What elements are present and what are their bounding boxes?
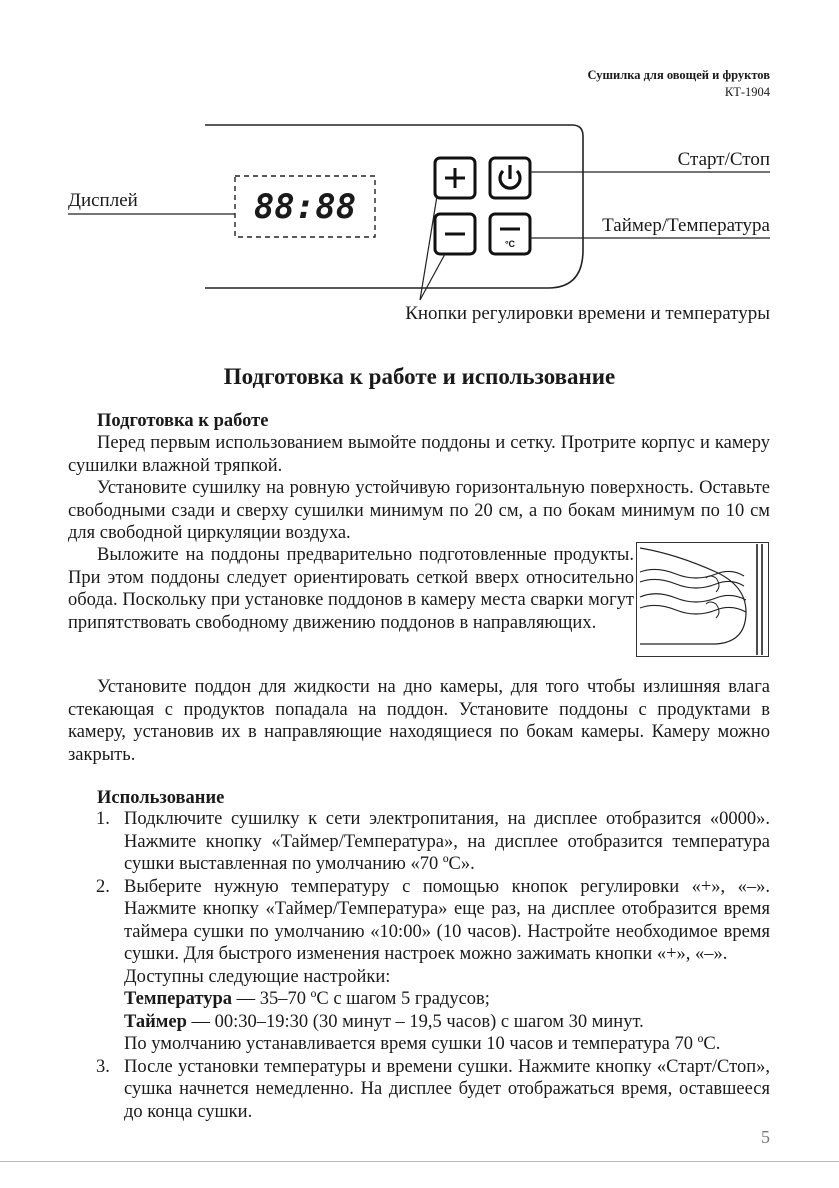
header-model: КТ-1904 [724, 85, 770, 99]
display-digits: 88:88 [253, 187, 357, 227]
usage-list [68, 808, 770, 1123]
prep-paragraph-1: Перед первым использованием вымойте поддоны и сетку. Протрите корпус и камеру сушилки влажной тряпкой. [68, 433, 770, 476]
adjust-buttons-label: Кнопки регулировки времени и температуры [405, 303, 770, 324]
start-stop-label: Старт/Стоп [677, 149, 770, 170]
header-title: Сушилка для овощей и фруктов [587, 68, 770, 82]
tray-illustration [636, 542, 769, 657]
default-setting: По умолчанию устанавливается время сушки 10 часов и температура 70 ºС. [124, 1034, 721, 1054]
available-settings: Доступны следующие настройки: [124, 966, 391, 987]
display-label: Дисплей [68, 190, 138, 211]
timer-temp-button [490, 214, 530, 254]
list-item: 2. Выберите нужную температуру с помощью кнопок регулировки «+», «–». Нажмите кнопку «Таймер/Температура» еще раз, на дисплее отобразится время таймера сушки по умолчанию «10:00» (10 часов). Настройте необходимое время сушки. Для быстрого изменения настроек можно зажимать кнопки «+», «–». Доступны следующие настройки: Температура — 35–70 ºС с шагом 5 градусов; Таймер — 00:30–19:30 (30 минут – 19,5 часов) с шагом 30 минут. По умолчанию устанавливается время сушки 10 часов и температура 70 ºС. [96, 876, 770, 1054]
minus-button [435, 214, 475, 254]
prep-paragraph-2: Установите сушилку на ровную устойчивую горизонтальную поверхность. Оставьте свободными сзади и сверху сушилки минимум по 20 см, а по бокам минимум по 10 см для свободной циркуляции воздуха. [68, 478, 770, 543]
timer-setting: Таймер — 00:30–19:30 (30 минут – 19,5 часов) с шагом 30 минут. [124, 1011, 644, 1032]
timer-temp-label: Таймер/Температура [602, 215, 770, 236]
bottom-divider [0, 1161, 839, 1162]
page-number: 5 [761, 1127, 770, 1147]
prep-paragraph-4: Установите поддон для жидкости на дно камеры, для того чтобы излишняя влага стекающая с продуктов попадала на поддон. Установите поддоны с продуктами в камеру, установив их в направляющие находящиеся по бокам камеры. Камеру можно закрыть. [68, 677, 770, 765]
usage-title: Использование [97, 788, 225, 808]
power-button [490, 158, 530, 198]
svg-text:°C: °C [504, 239, 516, 249]
plus-button [435, 158, 475, 198]
main-heading: Подготовка к работе и использование [223, 364, 616, 389]
temperature-setting: Температура — 35–70 ºС с шагом 5 градусов; [124, 989, 490, 1009]
prep-title: Подготовка к работе [97, 411, 269, 431]
list-item: 3. После установки температуры и времени сушки. Нажмите кнопку «Старт/Стоп», сушка начнется немедленно. На дисплее будет отображаться время, оставшееся до конца сушки. [96, 1056, 770, 1122]
prep-paragraph-3: Выложите на поддоны предварительно подготовленные продукты. При этом поддоны следует ориентировать сеткой вверх относительно обода. Поскольку при установке поддонов в камеру места сварки могут припятствовать свободному движению поддонов в направляющих. [68, 545, 634, 633]
list-item: 1. Подключите сушилку к сети электропитания, на дисплее отобразится «0000». Нажмите кнопку «Таймер/Температура», на дисплее отобразится температура сушки выставленная по умолчанию «70 ºС». [96, 809, 770, 874]
